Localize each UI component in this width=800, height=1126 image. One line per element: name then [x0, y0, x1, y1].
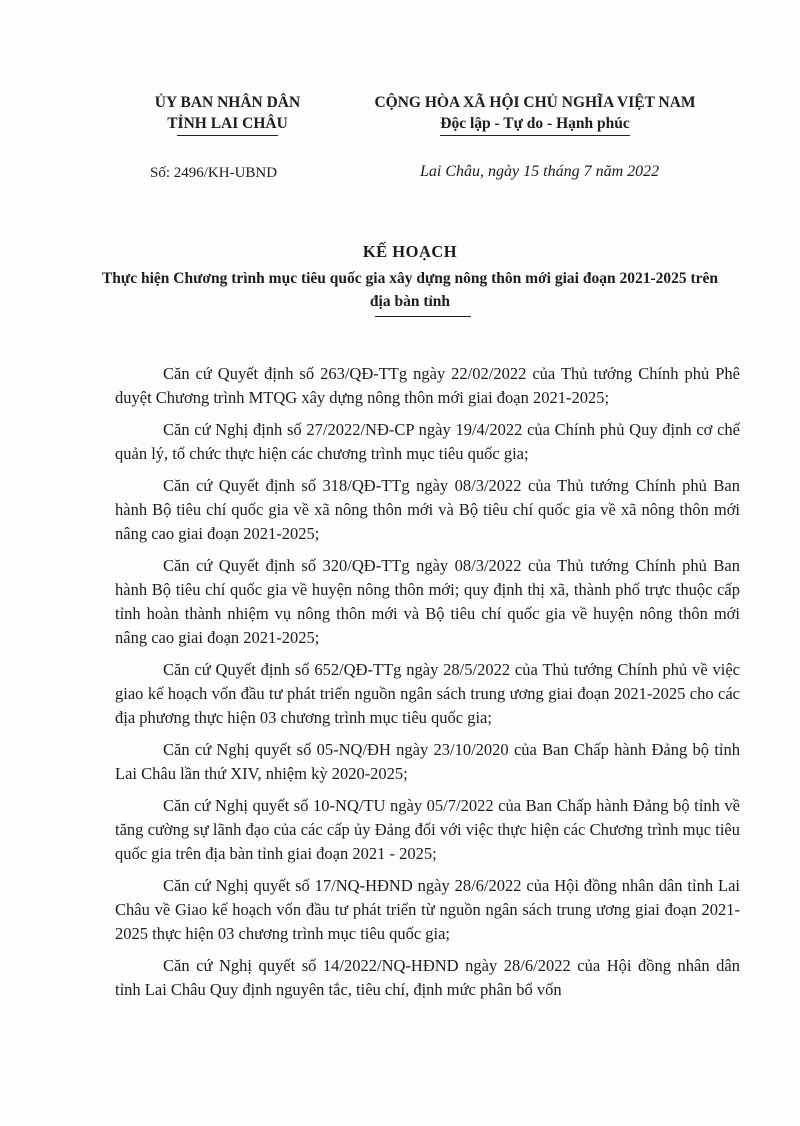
issuing-organization — [120, 92, 335, 134]
national-title — [335, 92, 735, 134]
document-body — [115, 362, 740, 1010]
org-line-2: TỈNH LAI CHÂU — [167, 115, 288, 132]
legal-basis-paragraph: Căn cứ Quyết định số 263/QĐ-TTg ngày 22/02/2022 của Thủ tướng Chính phủ Phê duyệt Chương trình MTQG xây dựng nông thôn mới giai đoạn 2021-2025; — [115, 364, 740, 407]
org-line-1: ỦY BAN NHÂN DÂN — [154, 94, 301, 111]
legal-basis-paragraph: Căn cứ Quyết định số 318/QĐ-TTg ngày 08/3/2022 của Thủ tướng Chính phủ Ban hành Bộ tiêu chí quốc gia về xã nông thôn mới và Bộ tiêu chí quốc gia về xã nông thôn mới nâng cao giai đoạn 2021-2025; — [115, 476, 740, 543]
legal-basis-paragraph: Căn cứ Nghị quyết số 10-NQ/TU ngày 05/7/2022 của Ban Chấp hành Đảng bộ tỉnh về tăng cường sự lãnh đạo của các cấp ủy Đảng đối với việc thực hiện các Chương trình mục tiêu quốc gia trên địa bàn tỉnh giai đoạn 2021 - 2025; — [115, 796, 740, 863]
title-underline — [375, 316, 471, 317]
title-block — [90, 242, 730, 313]
place-and-date: Lai Châu, ngày 15 tháng 7 năm 2022 — [420, 163, 660, 180]
legal-basis-paragraph: Căn cứ Nghị quyết số 14/2022/NQ-HĐND ngày 28/6/2022 của Hội đồng nhân dân tỉnh Lai Châu Quy định nguyên tắc, tiêu chí, định mức phân bổ vốn — [115, 956, 740, 999]
document-subtitle: Thực hiện Chương trình mục tiêu quốc gia xây dựng nông thôn mới giai đoạn 2021-2025 trên địa bàn tỉnh — [101, 270, 719, 310]
national-motto: Độc lập - Tự do - Hạnh phúc — [440, 115, 630, 132]
legal-basis-paragraph: Căn cứ Nghị định số 27/2022/NĐ-CP ngày 19/4/2022 của Chính phủ Quy định cơ chế quản lý, tổ chức thực hiện các chương trình mục tiêu quốc gia; — [115, 420, 740, 463]
motto-underline — [440, 135, 629, 136]
legal-basis-paragraph: Căn cứ Quyết định số 320/QĐ-TTg ngày 08/3/2022 của Thủ tướng Chính phủ Ban hành Bộ tiêu chí quốc gia về huyện nông thôn mới; quy định thị xã, thành phố trực thuộc cấp tỉnh hoàn thành nhiệm vụ nông thôn mới và Bộ tiêu chí quốc gia về huyện nông thôn mới nâng cao giai đoạn 2021-2025; — [115, 556, 740, 647]
org-underline — [177, 135, 278, 136]
nation-name: CỘNG HÒA XÃ HỘI CHỦ NGHĨA VIỆT NAM — [374, 94, 696, 111]
document-number: Số: 2496/KH-UBND — [150, 165, 278, 181]
legal-basis-paragraph: Căn cứ Nghị quyết số 17/NQ-HĐND ngày 28/6/2022 của Hội đồng nhân dân tỉnh Lai Châu về Giao kế hoạch vốn đầu tư phát triển từ nguồn ngân sách trung ương giai đoạn 2021-2025 thực hiện 03 chương trình mục tiêu quốc gia; — [115, 876, 740, 943]
document-title: KẾ HOẠCH — [362, 242, 458, 261]
legal-basis-paragraph: Căn cứ Nghị quyết số 05-NQ/ĐH ngày 23/10/2020 của Ban Chấp hành Đảng bộ tỉnh Lai Châu lần thứ XIV, nhiệm kỳ 2020-2025; — [115, 740, 740, 783]
legal-basis-paragraph: Căn cứ Quyết định số 652/QĐ-TTg ngày 28/5/2022 của Thủ tướng Chính phủ về việc giao kế hoạch vốn đầu tư phát triển nguồn ngân sách trung ương giai đoạn 2021-2025 cho các địa phương thực hiện 03 chương trình mục tiêu quốc gia; — [115, 660, 740, 727]
document-header — [0, 92, 800, 172]
